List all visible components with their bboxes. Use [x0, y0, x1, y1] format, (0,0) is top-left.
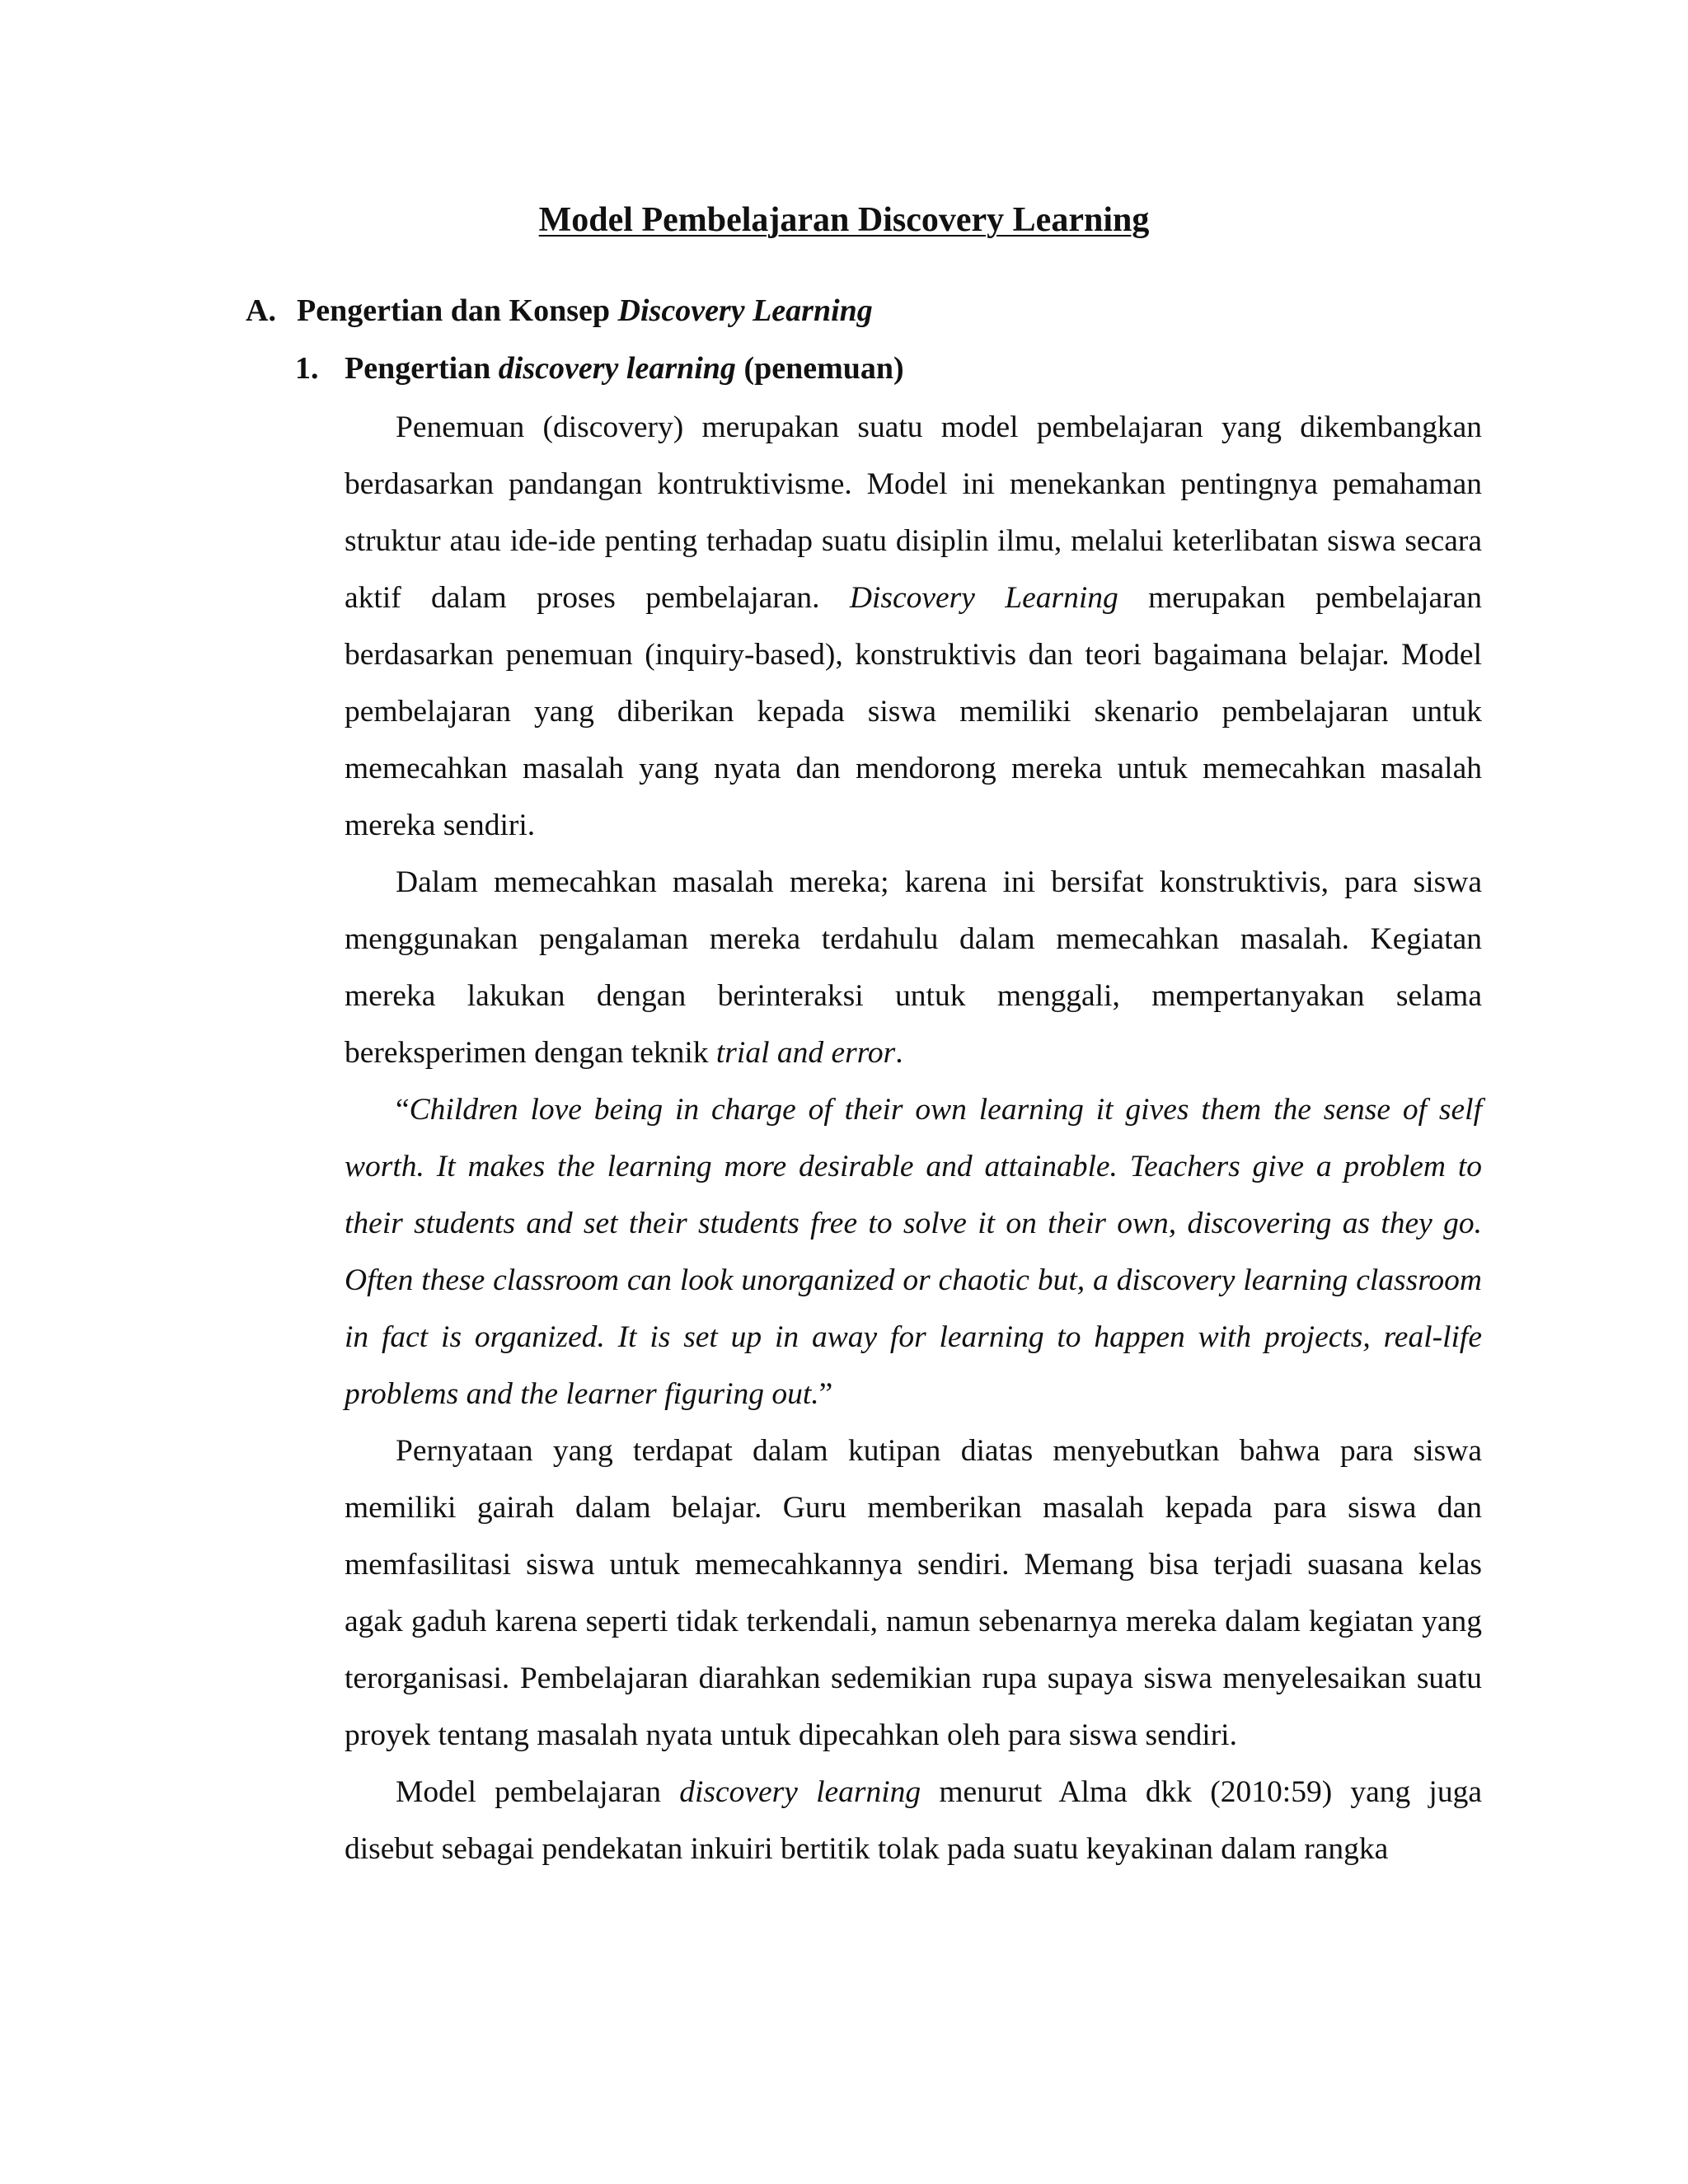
paragraph-2-italic: trial and error	[715, 1036, 896, 1070]
subsection-heading-text: Pengertian	[345, 351, 491, 386]
paragraph-1-italic: Discovery Learning	[849, 581, 1118, 615]
section-heading-italic: Discovery Learning	[617, 293, 873, 328]
document-title: Model Pembelajaran Discovery Learning	[538, 201, 1150, 239]
paragraph-1-part1: Penemuan (discovery) merupakan suatu model pembelajaran yang dikembangkan berdasarkan pandangan kontruktivisme. Model ini menekankan pentingnya pemahaman struktur atau ide-ide penting terhadap suatu disiplin ilmu, melalui keterlibatan siswa secara aktif dalam proses pembelajaran.	[345, 410, 1482, 615]
paragraph-2-part1: Dalam memecahkan masalah mereka; karena ini bersifat konstruktivis, para siswa menggunakan pengalaman mereka terdahulu dalam memecahkan masalah. Kegiatan mereka lakukan dengan berinteraksi untuk menggali, mempertanyakan selama bereksperimen dengan teknik	[345, 865, 1482, 1070]
paragraph-5	[345, 1764, 1482, 1877]
paragraph-5-italic: discovery learning	[679, 1775, 921, 1809]
paragraph-2-part2: .	[895, 1036, 903, 1070]
section-heading-a	[246, 287, 873, 335]
subsection-heading-1	[295, 344, 904, 392]
quote-paragraph	[345, 1081, 1482, 1422]
quote-open-mark: “	[396, 1093, 410, 1127]
body-text	[345, 399, 1482, 1877]
subsection-heading-suffix: (penemuan)	[743, 351, 904, 386]
paragraph-1-part2: merupakan pembelajaran berdasarkan penemuan (inquiry-based), konstruktivis dan teori bagaimana belajar. Model pembelajaran yang diberikan kepada siswa memiliki skenario pembelajaran untuk memecahkan masalah yang nyata dan mendorong mereka untuk memecahkan masalah mereka sendiri.	[345, 581, 1482, 842]
subsection-marker: 1.	[295, 351, 319, 386]
quote-close-mark: ”	[818, 1377, 833, 1411]
paragraph-4-text: Pernyataan yang terdapat dalam kutipan diatas menyebutkan bahwa para siswa memiliki gairah dalam belajar. Guru memberikan masalah kepada para siswa dan memfasilitasi siswa untuk memecahkannya sendiri. Memang bisa terjadi suasana kelas agak gaduh karena seperti tidak terkendali, namun sebenarnya mereka dalam kegiatan yang terorganisasi. Pembelajaran diarahkan sedemikian rupa supaya siswa menyelesaikan suatu proyek tentang masalah nyata untuk dipecahkan oleh para siswa sendiri.	[345, 1434, 1482, 1752]
paragraph-2	[345, 854, 1482, 1081]
paragraph-1	[345, 399, 1482, 854]
section-heading-text: Pengertian dan Konsep	[297, 293, 611, 328]
section-marker: A.	[246, 293, 276, 328]
paragraph-5-part1: Model pembelajaran	[396, 1775, 662, 1809]
paragraph-4	[345, 1422, 1482, 1764]
subsection-heading-italic: discovery learning	[498, 351, 736, 386]
quote-text: Children love being in charge of their own learning it gives them the sense of self worth. It makes the learning more desirable and attainable. Teachers give a problem to their students and set their students free to solve it on their own, discovering as they go. Often these classroom can look unorganized or chaotic but, a discovery learning classroom in fact is organized. It is set up in away for learning to happen with projects, real-life problems and the learner figuring out.	[345, 1093, 1482, 1411]
paragraph-5-part2: menurut Alma dkk (2010:59) yang juga disebut sebagai pendekatan inkuiri bertitik tolak pada suatu keyakinan dalam rangka	[345, 1775, 1482, 1866]
